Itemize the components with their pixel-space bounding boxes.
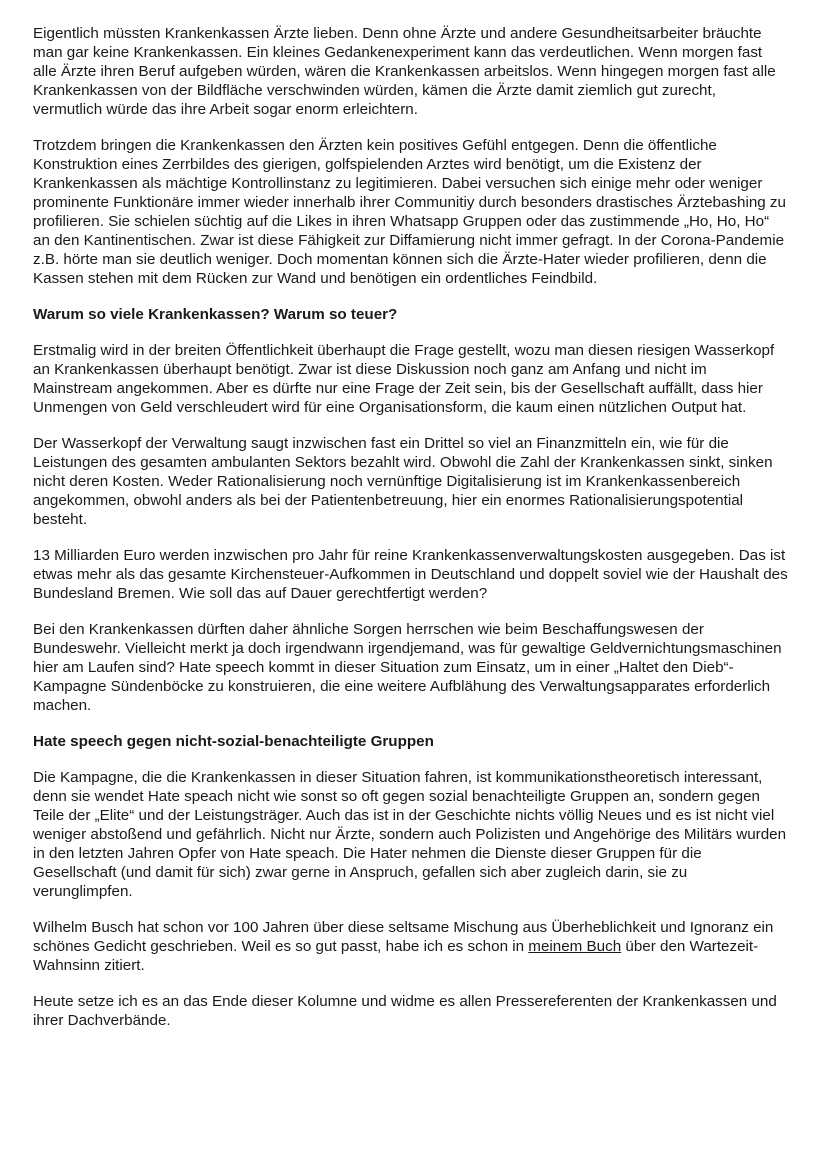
paragraph-dedication: Heute setze ich es an das Ende dieser Kolumne und widme es allen Pressereferenten der Krankenkassen und ihrer Dachverbände. xyxy=(33,993,777,1029)
paragraph-intro: Eigentlich müssten Krankenkassen Ärzte lieben. Denn ohne Ärzte und andere Gesundheitsarbeiter bräuchte man gar keine Krankenkassen. Ein kleines Gedankenexperiment kann das verdeutlichen. Wenn morgen fast alle Ärzte ihren Beruf aufgeben würden, wären die Krankenkassen arbeitslos. Wenn hingegen morgen fast alle Krankenkassen von der Bildfläche verschwinden würden, kämen die Ärzte damit ziemlich gut zurecht, vermutlich würde das ihre Arbeit sogar enorm erleichtern. xyxy=(33,25,776,118)
paragraph-wilhelm-busch-text-after: über den Wartezeit-Wahnsinn zitiert. xyxy=(33,938,759,974)
paragraph-feindbild: Trotzdem bringen die Krankenkassen den Ärzten kein positives Gefühl entgegen. Denn die öffentliche Konstruktion eines Zerrbildes des gierigen, golfspielenden Arztes wird benötigt, um die Existenz der Krankenkassen als mächtige Kontrollinstanz zu legitimieren. Dabei versuchen sich einige mehr oder weniger prominente Funktionäre immer wieder innerhalb ihrer Communitiy durch besonders drastisches Ärztebashing zu profilieren. Sie schielen süchtig auf die Likes in ihren Whatsapp Gruppen oder das zustimmende „Ho, Ho, Ho“ an den Kantinentischen. Zwar ist diese Fähigkeit zur Diffamierung nicht immer gefragt. In der Corona-Pandemie z.B. hörte man sie deutlich weniger. Doch momentan können sich die Ärzte-Hater wieder profilieren, denn die Kassen stehen mit dem Rücken zur Wand und benötigen ein ordentliches Feindbild. xyxy=(33,137,786,287)
section-heading-hate-speech: Hate speech gegen nicht-sozial-benachteiligte Gruppen xyxy=(33,733,434,750)
paragraph-kampagne: Die Kampagne, die die Krankenkassen in dieser Situation fahren, ist kommunikationstheoretisch interessant, denn sie wendet Hate speach nicht wie sonst so oft gegen sozial benachteiligte Gruppen an, sondern gegen Teile der „Elite“ und der Leistungsträger. Auch das ist in der Geschichte nichts völlig Neues und es ist nicht viel weniger abstoßend und gefährlich. Nicht nur Ärzte, sondern auch Polizisten und Angehörige des Militärs wurden in den letzten Jahren Opfer von Hate speach. Die Hater nehmen die Dienste dieser Gruppen für die Gesellschaft (und damit für sich) zwar gerne in Anspruch, gefallen sich aber zugleich darin, sie zu verunglimpfen. xyxy=(33,769,787,900)
book-link[interactable]: meinem Buch xyxy=(528,938,622,955)
section-heading-why-so-many: Warum so viele Krankenkassen? Warum so teuer? xyxy=(33,306,398,323)
paragraph-verwaltung: Der Wasserkopf der Verwaltung saugt inzwischen fast ein Drittel so viel an Finanzmitteln ein, wie für die Leistungen des gesamten ambulanten Sektors bezahlt wird. Obwohl die Zahl der Krankenkassen sinkt, sinken nicht deren Kosten. Weder Rationalisierung noch vernünftige Digitalisierung ist im Krankenkassenbereich angekommen, obwohl anders als bei der Patientenbetreuung, hier ein enormes Rationalisierungspotential besteht. xyxy=(33,435,773,528)
paragraph-wilhelm-busch-text-before: Wilhelm Busch hat schon vor 100 Jahren über diese seltsame Mischung aus Überheblichkeit und Ignoranz ein schönes Gedicht geschrieben. Weil es so gut passt, habe ich es schon in xyxy=(33,919,774,955)
paragraph-wasserkopf: Erstmalig wird in der breiten Öffentlichkeit überhaupt die Frage gestellt, wozu man diesen riesigen Wasserkopf an Krankenkassen überhaupt benötigt. Zwar ist diese Diskussion noch ganz am Anfang und nicht im Mainstream angekommen. Aber es dürfte nur eine Frage der Zeit sein, bis der Gesellschaft auffällt, dass hier Unmengen von Geld verschleudert wird für eine Organisationsform, die kaum einen nützlichen Output hat. xyxy=(33,342,775,416)
paragraph-milliarden: 13 Milliarden Euro werden inzwischen pro Jahr für reine Krankenkassenverwaltungskosten ausgegeben. Das ist etwas mehr als das gesamte Kirchensteuer-Aufkommen in Deutschland und doppelt soviel wie der Haushalt des Bundesland Bremen. Wie soll das auf Dauer gerechtfertigt werden? xyxy=(33,547,788,602)
paragraph-wilhelm-busch xyxy=(33,918,789,975)
paragraph-bundeswehr: Bei den Krankenkassen dürften daher ähnliche Sorgen herrschen wie beim Beschaffungswesen der Bundeswehr. Vielleicht merkt ja doch irgendwann irgendjemand, was für gewaltige Geldvernichtungsmaschinen hier am Laufen sind? Hate speech kommt in dieser Situation zum Einsatz, um in einer „Haltet den Dieb“-Kampagne Sündenböcke zu konstruieren, die eine weitere Aufblähung des Verwaltungsapparates erforderlich machen. xyxy=(33,621,782,714)
